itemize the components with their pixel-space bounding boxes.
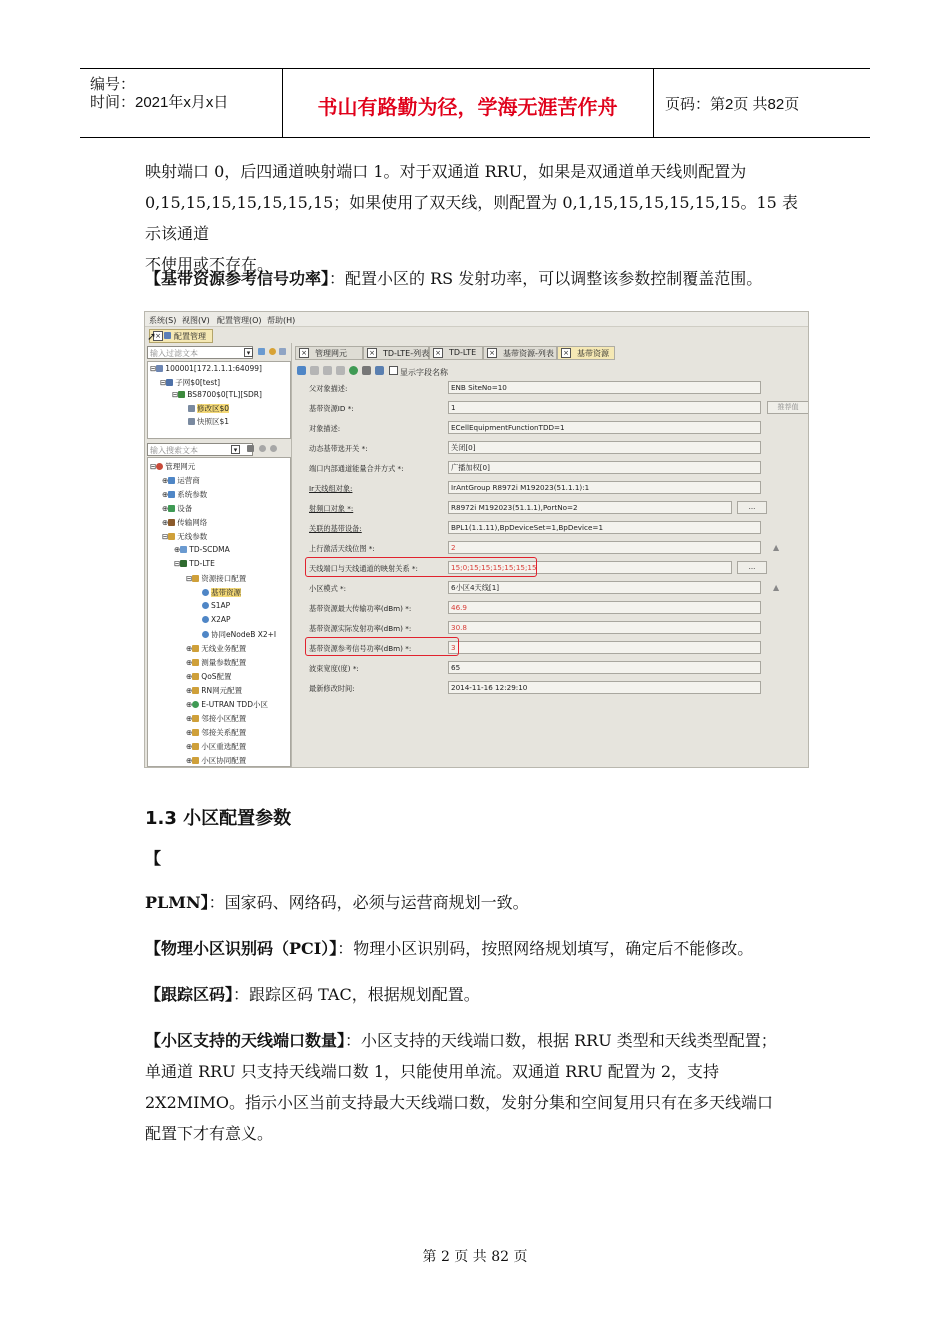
menu-help[interactable]: 帮助(H) bbox=[267, 316, 296, 325]
highlight-rs-power-box bbox=[305, 637, 459, 656]
config-tree bbox=[147, 457, 291, 767]
menu-view[interactable]: 视图(V) bbox=[182, 316, 210, 325]
tree-node-neighbor-relation[interactable]: ⊕ 邻接关系配置 bbox=[186, 728, 247, 737]
form-row bbox=[305, 461, 805, 475]
scroll-up-icon[interactable]: ▲ bbox=[773, 543, 780, 552]
term-plmn: PLMN】 bbox=[145, 893, 209, 912]
beam-width-field[interactable]: 65 bbox=[448, 661, 761, 674]
field-label: 父对象描述: bbox=[309, 384, 348, 393]
energy-combine-select[interactable]: 广播加权[0] bbox=[448, 461, 761, 474]
paragraph-rs-power bbox=[145, 263, 807, 294]
ne-tree bbox=[147, 361, 291, 439]
tree-node-subnet[interactable]: ⊟ 子网$0[test] bbox=[160, 378, 221, 387]
paragraph-line: 映射端口 0，后四通道映射端口 1。对于双通道 RRU，如果是双通道单天线则配置为 bbox=[145, 162, 747, 181]
tree-node-cell-coop[interactable]: ⊕ 小区协同配置 bbox=[186, 756, 247, 765]
field-label: 端口内部通道能量合并方式 *: bbox=[309, 464, 404, 473]
paragraph-line bbox=[145, 1025, 807, 1056]
form-row bbox=[305, 601, 805, 615]
config-icon bbox=[164, 332, 171, 339]
baseband-id-field[interactable]: 1 bbox=[448, 401, 761, 414]
antenna-port-mapping-field[interactable]: 15;0;15;15;15;15;15;15 bbox=[448, 561, 732, 574]
paragraph-mapping bbox=[145, 156, 807, 280]
section-heading: 1.3 小区配置参数 bbox=[145, 808, 292, 829]
browse-button[interactable]: ... bbox=[737, 561, 767, 574]
filter-icon[interactable] bbox=[258, 348, 265, 355]
form-row bbox=[305, 541, 805, 555]
tree-node-neighbor-cell[interactable]: ⊕ 邻接小区配置 bbox=[186, 714, 247, 723]
header-page-number: 页码：第2页 共82页 bbox=[665, 96, 800, 113]
form-row bbox=[305, 421, 805, 435]
tab-managed-ne[interactable]: × 管理网元 bbox=[295, 346, 363, 360]
cell-mode-select[interactable]: 6小区4天线[1] bbox=[448, 581, 761, 594]
field-label: 射频口对象 *: bbox=[309, 504, 354, 513]
tree-node-ne[interactable]: ⊟ 100001[172.1.1.1:64099] bbox=[150, 364, 262, 373]
delete-icon[interactable] bbox=[336, 366, 345, 375]
desc-rs-power: ：配置小区的 RS 发射功率，可以调整该参数控制覆盖范围。 bbox=[329, 269, 763, 288]
header-motto: 书山有路勤为径，学海无涯苦作舟 bbox=[317, 95, 618, 119]
desc-plmn: ：国家码、网络码，必须与运营商规划一致。 bbox=[208, 893, 529, 912]
term-rs-power: 【基带资源参考信号功率】 bbox=[145, 269, 330, 288]
tab-baseband-list[interactable]: × 基带资源-列表 bbox=[483, 346, 557, 360]
undo-icon[interactable] bbox=[310, 366, 319, 375]
header-center-cell bbox=[282, 69, 654, 137]
browse-button[interactable]: ... bbox=[737, 501, 767, 514]
detail-toolbar bbox=[293, 363, 808, 377]
paragraph-pci bbox=[145, 933, 807, 964]
tree-node-system-params[interactable]: ⊕ 系统参数 bbox=[162, 490, 208, 499]
recommend-button[interactable]: 推荐值 bbox=[767, 401, 809, 414]
bracket-open: 【 bbox=[145, 849, 162, 868]
edit-icon[interactable] bbox=[297, 366, 306, 375]
page-footer: 第 2 页 共 82 页 bbox=[422, 1249, 528, 1265]
tab-config-management[interactable] bbox=[149, 329, 213, 343]
form-row bbox=[305, 521, 805, 535]
detail-tabs bbox=[293, 345, 808, 359]
tree-node-td-scdma[interactable]: ⊕ TD-SCDMA bbox=[174, 545, 230, 554]
field-label: Ir天线组对象: bbox=[309, 484, 353, 493]
header-right-cell bbox=[653, 69, 870, 137]
form-row bbox=[305, 621, 805, 635]
paragraph-antenna-ports bbox=[145, 1025, 807, 1149]
tree-node-radio-params[interactable]: ⊟ 无线参数 bbox=[162, 532, 208, 541]
header-date: 时间：2021年x月x日 bbox=[90, 94, 229, 111]
tree-node-baseband-resource[interactable]: 基带资源 bbox=[202, 587, 241, 598]
field-label: 最新修改时间: bbox=[309, 684, 355, 693]
search-placeholder: 输入搜索文本 bbox=[150, 446, 198, 455]
paragraph-line: 单通道 RRU 只支持天线端口数 1，只能使用单流。双通道 RRU 配置为 2，支持 bbox=[145, 1062, 720, 1081]
tree-node-coop-enodeb[interactable]: 协同eNodeB X2+I bbox=[202, 629, 276, 640]
menu-bar bbox=[145, 312, 808, 327]
mouse-cursor-icon: ➚ bbox=[147, 330, 157, 343]
search-go-icon[interactable] bbox=[247, 445, 254, 452]
object-desc-field[interactable]: ECellEquipmentFunctionTDD=1 bbox=[448, 421, 761, 434]
detail-panel bbox=[293, 343, 808, 767]
filter-input[interactable] bbox=[147, 346, 253, 359]
expand-icon[interactable] bbox=[279, 348, 286, 355]
form-row bbox=[305, 681, 805, 695]
parameter-form bbox=[305, 381, 805, 767]
last-modified-field: 2014-11-16 12:29:10 bbox=[448, 681, 761, 694]
field-label: 天线端口与天线通道的映射关系 *: bbox=[309, 564, 418, 573]
page-header bbox=[80, 68, 870, 138]
tree-node-radio-service[interactable]: ⊕ 无线业务配置 bbox=[186, 644, 247, 653]
term-pci: 【物理小区识别码（PCI）】 bbox=[145, 939, 338, 958]
desc-antenna-ports: ：小区支持的天线端口数，根据 RRU 类型和天线类型配置； bbox=[345, 1031, 777, 1050]
rf-port-field[interactable]: R8972i M192023(51.1.1),PortNo=2 bbox=[448, 501, 732, 514]
tree-node-managed-ne[interactable]: ⊟ 管理网元 bbox=[150, 462, 196, 471]
find-icon[interactable] bbox=[362, 366, 371, 375]
field-label: 基带资源ID *: bbox=[309, 404, 354, 413]
form-row bbox=[305, 381, 805, 395]
tree-node-modify-area[interactable]: 修改区$0 bbox=[188, 403, 229, 414]
form-row bbox=[305, 481, 805, 495]
export-icon[interactable] bbox=[375, 366, 384, 375]
header-left-cell bbox=[80, 69, 283, 137]
paragraph-line: 配置下才有意义。 bbox=[145, 1124, 274, 1143]
highlight-mapping-box bbox=[305, 557, 537, 577]
field-label: 对象描述: bbox=[309, 424, 341, 433]
uplink-antenna-bitmap-field[interactable]: 2 bbox=[448, 541, 761, 554]
tab-td-lte-list[interactable]: × TD-LTE-列表 bbox=[363, 346, 429, 360]
baseband-device-field[interactable]: BPL1(1.1.11),BpDeviceSet=1,BpDevice=1 bbox=[448, 521, 761, 534]
filter-placeholder: 输入过滤文本 bbox=[150, 349, 198, 358]
close-icon[interactable]: × bbox=[153, 331, 163, 341]
desc-pci: ：物理小区识别码，按照网络规划填写，确定后不能修改。 bbox=[337, 939, 754, 958]
tree-node-qos[interactable]: ⊕ QoS配置 bbox=[186, 672, 232, 681]
scroll-up-icon[interactable]: ▲ bbox=[773, 583, 780, 592]
show-field-name-label: 显示字段名称 bbox=[400, 368, 448, 377]
term-antenna-ports: 【小区支持的天线端口数量】 bbox=[145, 1031, 346, 1050]
dropdown-icon[interactable]: ▾ bbox=[244, 348, 253, 357]
form-row bbox=[305, 661, 805, 675]
tree-node-snapshot-area[interactable]: 快照区$1 bbox=[188, 416, 229, 427]
paragraph-tac bbox=[145, 979, 807, 1010]
form-row bbox=[305, 581, 805, 595]
dropdown-icon[interactable]: ▾ bbox=[231, 445, 240, 454]
menu-system[interactable]: 系统(S) bbox=[149, 316, 177, 325]
actual-tx-power-field[interactable]: 30.8 bbox=[448, 621, 761, 634]
max-tx-power-field[interactable]: 46.9 bbox=[448, 601, 761, 614]
rs-power-field[interactable]: 3 bbox=[448, 641, 761, 654]
show-field-name-checkbox[interactable] bbox=[389, 366, 398, 375]
ir-antenna-group-field[interactable]: IrAntGroup R8972i M192023(51.1.1):1 bbox=[448, 481, 761, 494]
tree-node-td-lte[interactable]: ⊟ TD-LTE bbox=[174, 559, 215, 568]
prev-icon[interactable] bbox=[259, 445, 266, 452]
field-label: 基带资源最大传输功率(dBm) *: bbox=[309, 604, 412, 613]
tree-node-bs8700[interactable]: ⊟ BS8700$0[TL][SDR] bbox=[172, 390, 262, 399]
tree-node-resource-interface[interactable]: ⊟ 资源接口配置 bbox=[186, 574, 247, 583]
desc-tac: ：跟踪区码 TAC，根据规划配置。 bbox=[233, 985, 480, 1004]
tree-node-device[interactable]: ⊕ 设备 bbox=[162, 504, 193, 513]
form-row bbox=[305, 441, 805, 455]
field-label: 小区模式 *: bbox=[309, 584, 347, 593]
paragraph-line: 不使用或不存在。 bbox=[145, 255, 274, 274]
field-label: 基带资源参考信号功率(dBm) *: bbox=[309, 644, 412, 653]
tab-baseband-resource[interactable]: × 基带资源 bbox=[557, 346, 615, 360]
tree-node-s1ap[interactable]: S1AP bbox=[202, 601, 230, 610]
field-label: 动态基带选开关 *: bbox=[309, 444, 368, 453]
form-row bbox=[305, 501, 805, 515]
save-icon[interactable] bbox=[323, 366, 332, 375]
field-label: 基带资源实际发射功率(dBm) *: bbox=[309, 624, 412, 633]
tab-label: 配置管理 bbox=[174, 332, 206, 341]
term-tac: 【跟踪区码】 bbox=[145, 985, 234, 1004]
paragraph-line: 2X2MIMO。指示小区当前支持最大天线端口数，发射分集和空间复用只有在多天线端口 bbox=[145, 1093, 773, 1112]
field-label: 上行激活天线位图 *: bbox=[309, 544, 375, 553]
tree-node-x2ap[interactable]: X2AP bbox=[202, 615, 231, 624]
parent-object-field[interactable]: ENB SiteNo=10 bbox=[448, 381, 761, 394]
tree-node-cell-reselection[interactable]: ⊕ 小区重选配置 bbox=[186, 742, 247, 751]
header-number: 编号： bbox=[90, 76, 136, 93]
embedded-screenshot bbox=[144, 311, 809, 768]
paragraph-plmn bbox=[145, 887, 807, 918]
config-tab-bar bbox=[145, 328, 365, 342]
paragraph-line: 0,15,15,15,15,15,15,15；如果使用了双天线，则配置为 0,1,15,15,15,15,15,15。15 表示该通道 bbox=[145, 193, 798, 243]
field-label: 波束宽度(度) *: bbox=[309, 664, 359, 673]
dynamic-baseband-select[interactable]: 关闭[0] bbox=[448, 441, 761, 454]
menu-config[interactable]: 配置管理(O) bbox=[217, 316, 262, 325]
refresh-icon[interactable] bbox=[349, 366, 358, 375]
tree-node-transport[interactable]: ⊕ 传输网络 bbox=[162, 518, 208, 527]
tree-node-eutran-cell[interactable]: ⊕ E-UTRAN TDD小区 bbox=[186, 700, 268, 709]
form-row bbox=[305, 401, 805, 415]
tab-td-lte[interactable]: × TD-LTE bbox=[429, 346, 483, 360]
search-icon[interactable] bbox=[269, 348, 276, 355]
tree-node-rn[interactable]: ⊕ RN网元配置 bbox=[186, 686, 243, 695]
tree-node-measurement[interactable]: ⊕ 测量参数配置 bbox=[186, 658, 247, 667]
field-label: 关联的基带设备: bbox=[309, 524, 362, 533]
next-icon[interactable] bbox=[270, 445, 277, 452]
tree-node-operator[interactable]: ⊕ 运营商 bbox=[162, 476, 200, 485]
left-navigation-panel bbox=[145, 343, 292, 767]
